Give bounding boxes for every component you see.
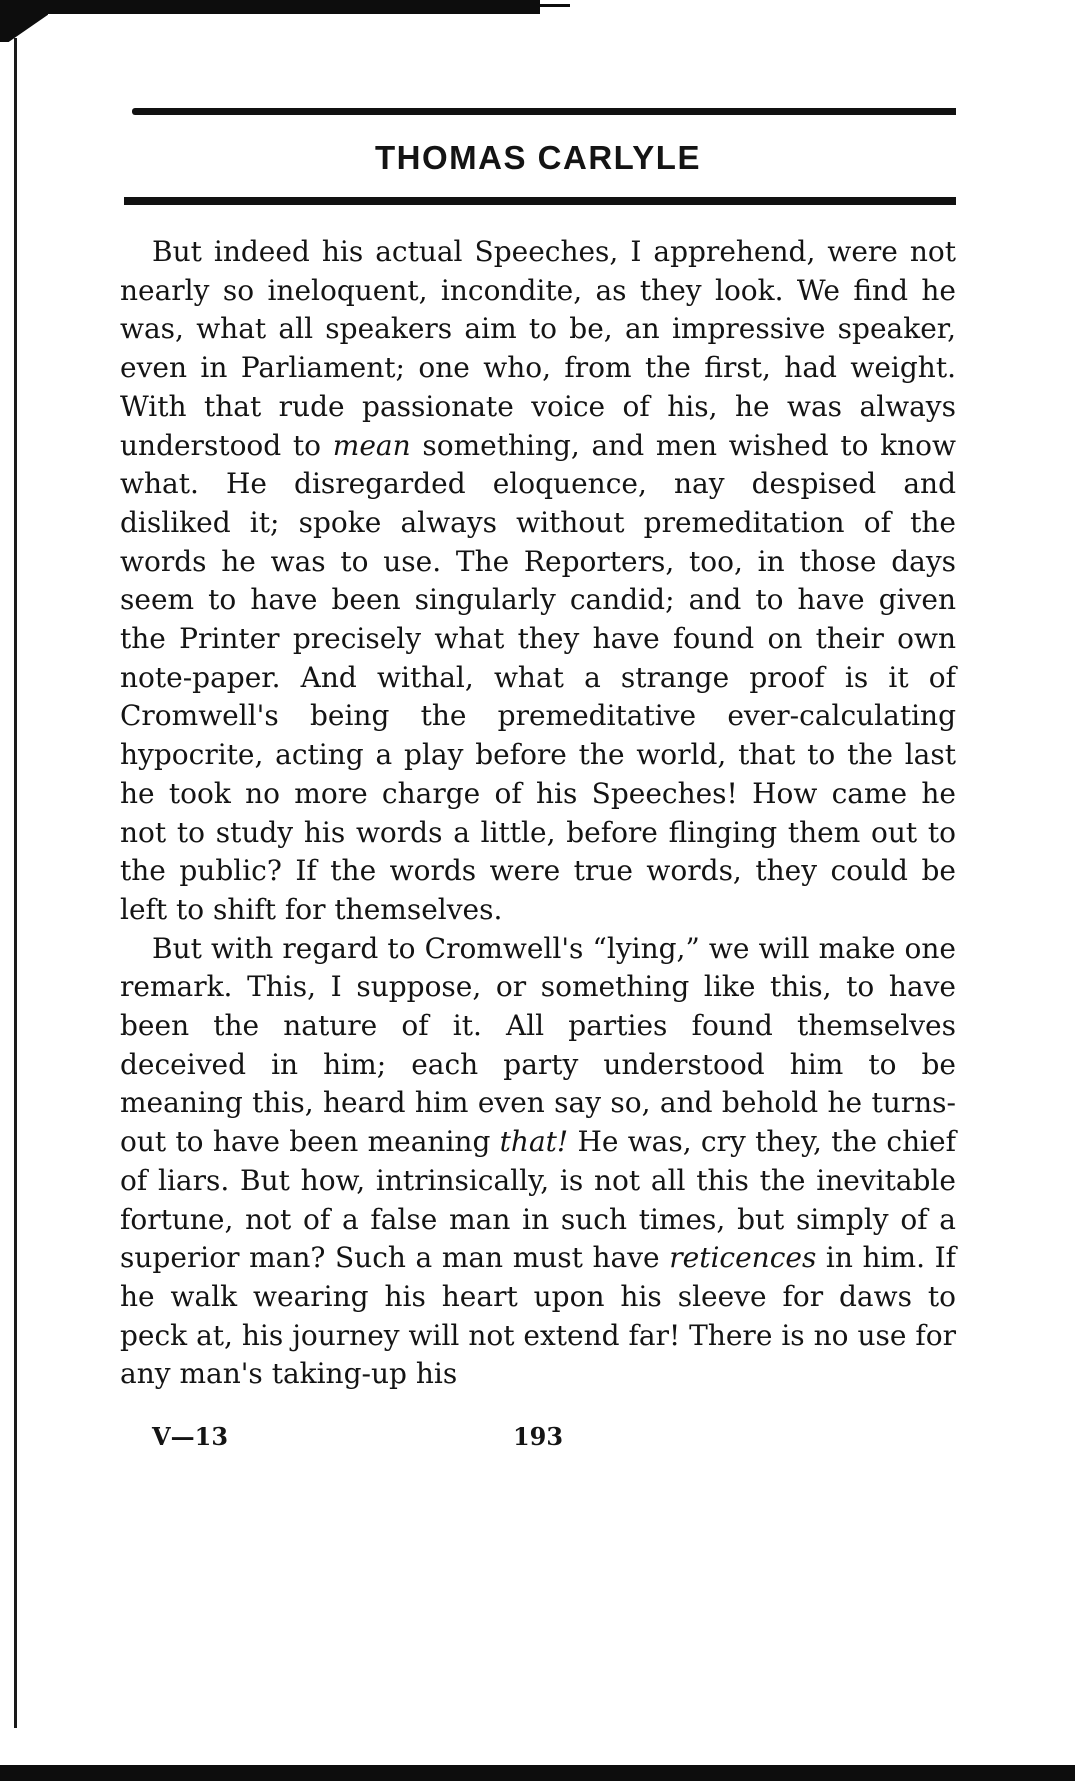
header-rule-top [132,108,956,115]
paragraph-2-text-3: in him. If he walk wearing his heart upon his sleeve for daws to peck at, his journey will not extend far! There is no use for any man's taking-up his [120,1241,956,1391]
paragraph-2 [120,930,956,1394]
page-footer [120,1422,956,1458]
paragraph-1-text-2: something, and men wished to know what. He disregarded eloquence, nay despised and disliked it; spoke always without premeditation of the words he was to use. The Reporters, too, in those days seem to have been singularly candid; and to have given the Printer precisely what they have found on their own note-paper. And withal, what a strange proof is it of Cromwell's being the premeditative ever-calculating hypocrite, acting a play before the world, that to the last he took no more charge of his Speeches! How came he not to study his words a little, before flinging them out to the public? If the words were true words, they could be left to shift for themselves. [120,428,957,926]
scan-left-edge [14,38,17,1728]
running-title: THOMAS CARLYLE [375,139,701,176]
page-number: 193 [512,1422,564,1452]
scan-top-border-tail [540,4,570,7]
italic-mean: mean [332,428,411,462]
italic-reticences: reticences [669,1241,817,1275]
signature-mark: V—13 [152,1422,229,1452]
paragraph-1 [120,233,956,930]
header-rule-bottom [124,197,956,205]
scan-top-border [0,0,540,14]
scan-bottom-border [0,1765,1075,1781]
paragraph-2-text-2: He was, cry they, the chief of liars. But how, intrinsically, is not all this the inevitable fortune, not of a false man in such times, but simply of a superior man? Such a man must have [120,1125,956,1275]
body-text [120,233,956,1394]
paragraph-1-text-1: But indeed his actual Speeches, I apprehend, were not nearly so ineloquent, incondite, as they look. We find he was, what all speakers aim to be, an impressive speaker, even in Parliament; one who, from the first, had weight. With that rude passionate voice of his, he was always understood to [120,235,956,462]
italic-that: that! [499,1125,569,1159]
paragraph-2-text-1: But with regard to Cromwell's “lying,” we will make one remark. This, I suppose, or something like this, to have been the nature of it. All parties found themselves deceived in him; each party understood him to be meaning this, heard him even say so, and behold he turns-out to have been meaning [120,931,956,1159]
book-page [120,108,956,1458]
scan-corner-shadow [0,0,48,42]
